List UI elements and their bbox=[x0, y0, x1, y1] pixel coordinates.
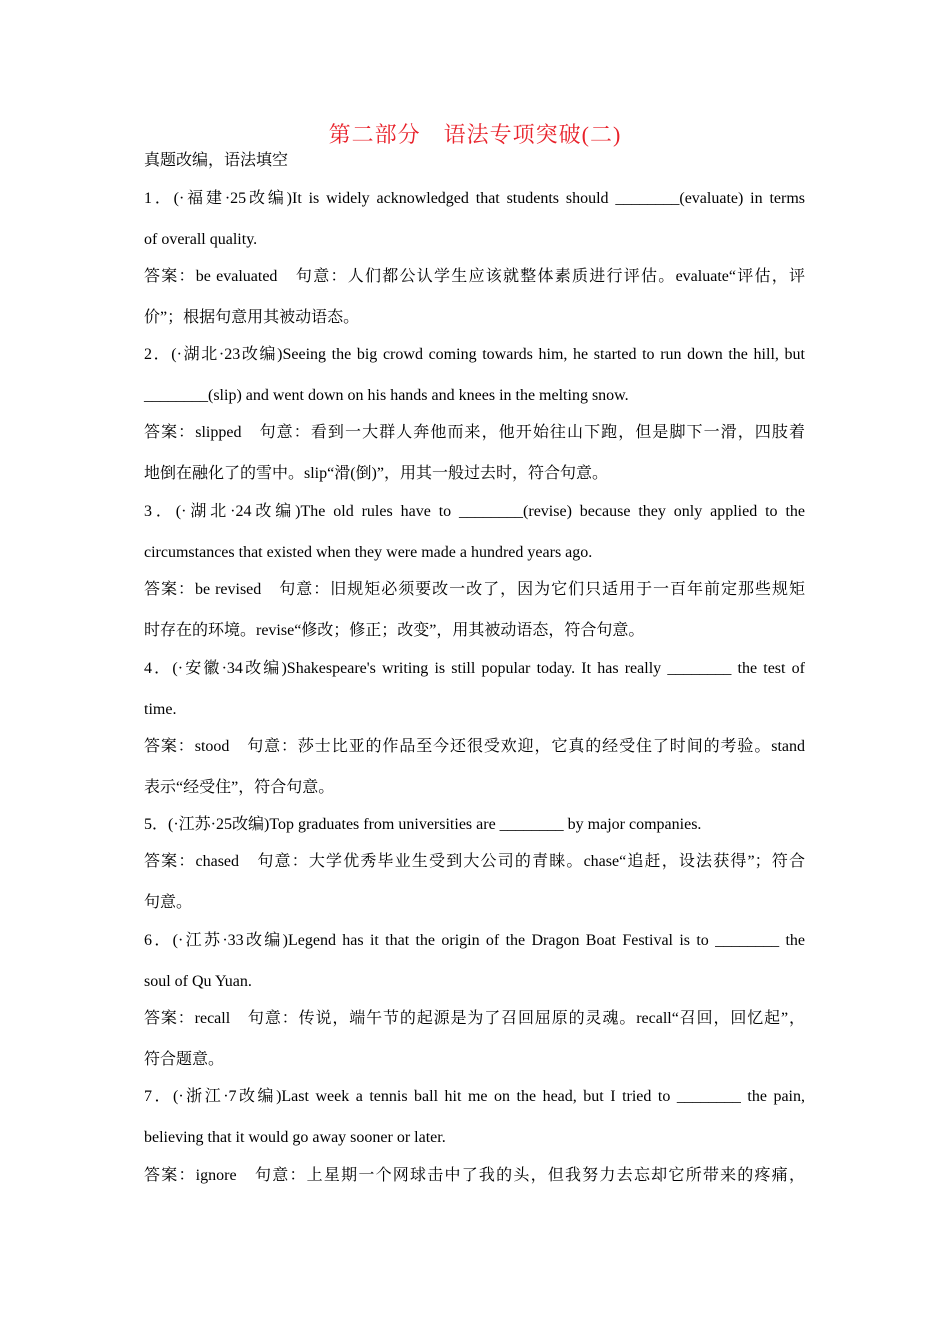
answer-1-line-2: 价”；根据句意用其被动语态。 bbox=[144, 309, 360, 326]
question-1-line-1: 1．(·福建·25改编)It is widely acknowledged that students should ________(evaluate) in terms bbox=[144, 190, 805, 207]
question-3-line-2: circumstances that existed when they were made a hundred years ago. bbox=[144, 544, 593, 561]
question-7-line-2: believing that it would go away sooner or later. bbox=[144, 1129, 446, 1146]
question-3-line-1: 3．(·湖北·24改编)The old rules have to ________(revise) because they only applied to the bbox=[144, 503, 805, 520]
question-6-line-1: 6．(·江苏·33改编)Legend has it that the origin of the Dragon Boat Festival is to ________ the bbox=[144, 932, 805, 949]
question-2-line-2: ________(slip) and went down on his hands and knees in the melting snow. bbox=[144, 387, 629, 404]
question-4-line-1: 4．(·安徽·34改编)Shakespeare's writing is still popular today. It has really ________ the test of bbox=[144, 660, 805, 677]
answer-3-line-2: 时存在的环境。revise“修改；修正；改变”，用其被动语态，符合句意。 bbox=[144, 622, 645, 639]
answer-5-line-2: 句意。 bbox=[144, 894, 193, 911]
answer-6-line-2: 符合题意。 bbox=[144, 1051, 225, 1068]
answer-6-line-1: 答案：recall 句意：传说，端午节的起源是为了召回屈原的灵魂。recall“召回，回忆起”， bbox=[144, 1010, 805, 1027]
question-1-line-2: of overall quality. bbox=[144, 231, 258, 248]
answer-7-line-1: 答案：ignore 句意：上星期一个网球击中了我的头，但我努力去忘却它所带来的疼痛， bbox=[144, 1167, 805, 1184]
section-subtitle: 真题改编，语法填空 bbox=[144, 152, 289, 169]
question-6-line-2: soul of Qu Yuan. bbox=[144, 973, 252, 990]
page-title: 第二部分 语法专项突破(二) bbox=[328, 122, 622, 147]
answer-2-line-1: 答案：slipped 句意：看到一大群人奔他而来，他开始往山下跑，但是脚下一滑，四肢着 bbox=[144, 424, 805, 441]
question-7-line-1: 7．(·浙江·7改编)Last week a tennis ball hit me on the head, but I tried to ________ the pain, bbox=[144, 1088, 805, 1105]
answer-1-line-1: 答案：be evaluated 句意：人们都公认学生应该就整体素质进行评估。evaluate“评估，评 bbox=[144, 268, 805, 285]
answer-4-line-1: 答案：stood 句意：莎士比亚的作品至今还很受欢迎，它真的经受住了时间的考验。stand bbox=[144, 738, 805, 755]
question-5-line-1: 5．(·江苏·25改编)Top graduates from universities are ________ by major companies. bbox=[144, 816, 702, 833]
answer-2-line-2: 地倒在融化了的雪中。slip“滑(倒)”，用其一般过去时，符合句意。 bbox=[144, 465, 608, 482]
question-2-line-1: 2．(·湖北·23改编)Seeing the big crowd coming towards him, he started to run down the hill, but bbox=[144, 346, 805, 363]
question-4-line-2: time. bbox=[144, 701, 177, 718]
answer-3-line-1: 答案：be revised 句意：旧规矩必须要改一改了，因为它们只适用于一百年前定那些规矩 bbox=[144, 581, 805, 598]
answer-5-line-1: 答案：chased 句意：大学优秀毕业生受到大公司的青睐。chase“追赶，设法获得”；符合 bbox=[144, 853, 805, 870]
answer-4-line-2: 表示“经受住”，符合句意。 bbox=[144, 779, 335, 796]
